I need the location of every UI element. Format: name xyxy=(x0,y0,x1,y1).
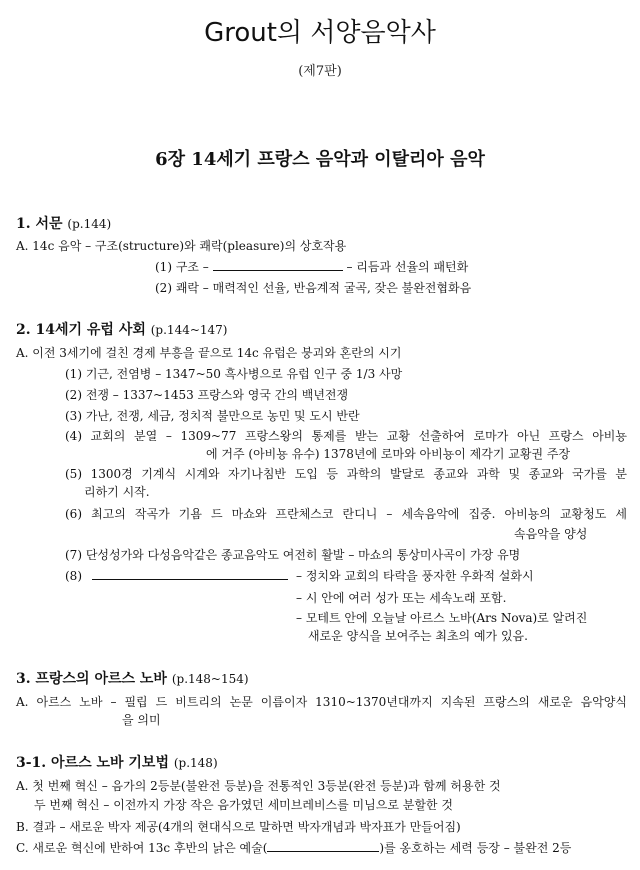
s2-item-8-line-2: – 시 안에 여러 성가 또는 세속노래 포함. xyxy=(296,591,507,605)
s31-item-a-line-1: A. 첫 번째 혁신 – 음가의 2등분(불완전 등분)을 전통적인 3등분(완전 등분)과 함께 허용한 것 xyxy=(16,779,501,793)
section-1-title: 1. 서문 xyxy=(16,216,63,232)
section-3-page: (p.148~154) xyxy=(171,672,249,686)
s2-item-6-line-1: (6) 최고의 작곡가 기욤 드 마쇼와 프란체스코 란디니 – 세속음악에 집중. 아비뇽의 교황청도 세 xyxy=(65,507,627,521)
s2-item-1: (1) 기근, 전염병 – 1347~50 흑사병으로 유럽 인구 중 1/3 사망 xyxy=(65,367,403,381)
s1-item-a: A. 14c 음악 – 구조(structure)와 쾌락(pleasure)의 상호작용 xyxy=(16,239,347,253)
s2-item-a: A. 이전 3세기에 걸친 경제 부흥을 끝으로 14c 유럽은 붕괴와 혼란의 시기 xyxy=(16,346,402,360)
section-3-1-heading xyxy=(16,752,218,772)
s2-item-5-line-1: (5) 1300경 기계식 시계와 자기나침반 도입 등 과학의 발달로 종교와 과학 및 종교와 국가를 분 xyxy=(65,467,627,481)
s2-item-6-line-2: 속음악을 양성 xyxy=(514,527,588,541)
s2-item-8-line-3: – 모테트 안에 오늘날 아르스 노바(Ars Nova)로 알려진 xyxy=(296,611,588,625)
document-title: Grout의 서양음악사 xyxy=(204,18,436,48)
s1-item-2: (2) 쾌락 – 매력적인 선율, 반음계적 굴곡, 잦은 불완전협화음 xyxy=(155,281,472,295)
s3-item-a-line-1: A. 아르스 노바 – 필립 드 비트리의 논문 이름이자 1310~1370년대까지 지속된 프랑스의 새로운 음악양식 xyxy=(16,695,627,709)
fill-in-blank[interactable] xyxy=(213,259,343,271)
section-3-heading xyxy=(16,668,249,688)
s2-item-8-prefix-row xyxy=(65,568,288,584)
section-3-1-page: (p.148) xyxy=(173,756,218,770)
s31-item-b: B. 결과 – 새로운 박자 제공(4개의 현대식으로 말하면 박자개념과 박자표가 만들어짐) xyxy=(16,820,461,834)
s2-item-5-line-2: 리하기 시작. xyxy=(84,485,150,499)
section-3-1-title: 3-1. 아르스 노바 기보법 xyxy=(16,755,169,771)
s1-item-1-prefix: (1) 구조 – xyxy=(155,260,209,274)
section-2-page: (p.144~147) xyxy=(150,323,228,337)
section-1-page: (p.144) xyxy=(67,217,112,231)
section-2-heading xyxy=(16,319,227,339)
s3-item-a-line-2: 을 의미 xyxy=(122,713,161,727)
chapter-title: 6장 14세기 프랑스 음악과 이탈리아 음악 xyxy=(155,149,485,170)
s1-item-1 xyxy=(155,259,468,275)
fill-in-blank[interactable] xyxy=(92,568,288,580)
section-1-heading xyxy=(16,213,111,233)
s2-item-8-prefix: (8) xyxy=(65,569,82,583)
s1-item-1-suffix: – 리듬과 선율의 패턴화 xyxy=(346,260,469,274)
section-3-title: 3. 프랑스의 아르스 노바 xyxy=(16,671,167,687)
s31-item-a-line-2: 두 번째 혁신 – 이전까지 가장 작은 음가였던 세미브레비스를 미님으로 분할한 것 xyxy=(34,798,453,812)
s31-item-c-prefix: C. 새로운 혁신에 반하여 13c 후반의 낡은 예술( xyxy=(16,841,268,855)
s2-item-8-line-4: 새로운 양식을 보여주는 최초의 예가 있음. xyxy=(308,629,528,643)
s2-item-4-line-2: 에 거주 (아비뇽 유수) 1378년에 로마와 아비뇽이 제각기 교황권 주장 xyxy=(206,447,571,461)
s31-item-c xyxy=(16,840,571,856)
section-2-title: 2. 14세기 유럽 사회 xyxy=(16,322,146,338)
s2-item-3: (3) 가난, 전쟁, 세금, 정치적 불만으로 농민 및 도시 반란 xyxy=(65,409,360,423)
s2-item-7: (7) 단성성가와 다성음악같은 종교음악도 여전히 활발 – 마쇼의 통상미사곡이 가장 유명 xyxy=(65,548,521,562)
edition-label: (제7판) xyxy=(298,64,342,79)
fill-in-blank[interactable] xyxy=(267,840,379,852)
s2-item-2: (2) 전쟁 – 1337~1453 프랑스와 영국 간의 백년전쟁 xyxy=(65,388,349,402)
s2-item-8-line-1: – 정치와 교회의 타락을 풍자한 우화적 설화시 xyxy=(296,569,534,583)
s2-item-4-line-1: (4) 교회의 분열 – 1309~77 프랑스왕의 통제를 받는 교황 선출하여 로마가 아닌 프랑스 아비뇽 xyxy=(65,429,627,443)
s31-item-c-suffix: )를 옹호하는 세력 등장 – 불완전 2등 xyxy=(379,841,572,855)
